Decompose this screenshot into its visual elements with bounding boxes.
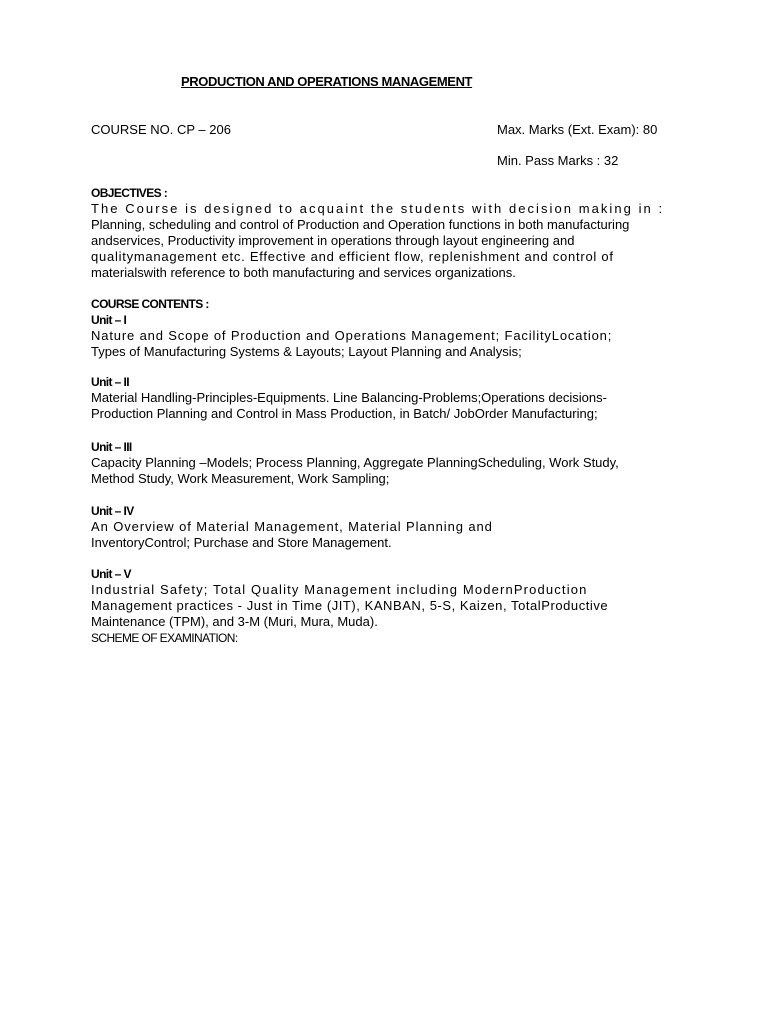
min-pass-marks: Min. Pass Marks : 32	[497, 153, 619, 168]
unit-line: An Overview of Material Management, Material Planning and	[91, 519, 493, 534]
unit-line: Production Planning and Control in Mass Production, in Batch/ JobOrder Manufacturing;	[91, 406, 598, 421]
unit-line: Capacity Planning –Models; Process Planning, Aggregate PlanningScheduling, Work Study,	[91, 455, 619, 470]
objectives-line: qualitymanagement etc. Effective and efficient flow, replenishment and control of	[91, 249, 614, 264]
objectives-line: materialswith reference to both manufacturing and services organizations.	[91, 265, 516, 280]
unit-line: Maintenance (TPM), and 3-M (Muri, Mura, Muda).	[91, 614, 378, 629]
objectives-line-text: Planning, scheduling and control of Production and Operation functions in both manufacturing	[91, 217, 630, 232]
unit-heading: Unit – IV	[91, 504, 134, 518]
unit-heading: Unit – III	[91, 440, 132, 454]
unit-line: Industrial Safety; Total Quality Management including ModernProduction	[91, 582, 588, 597]
unit-heading: Unit – I	[91, 313, 127, 327]
objectives-line: The Course is designed to acquaint the students with decision making in :	[91, 201, 665, 216]
unit-section	[91, 374, 681, 422]
objectives-line: andservices, Productivity improvement in operations through layout engineering and	[91, 233, 575, 248]
max-marks: Max. Marks (Ext. Exam): 80	[497, 122, 658, 137]
unit-line: Nature and Scope of Production and Operations Management; FacilityLocation;	[91, 328, 613, 343]
objectives-section	[91, 185, 681, 281]
unit-line: Material Handling-Principles-Equipments. Line Balancing-Problems;Operations decisions-	[91, 390, 607, 405]
unit-line: Method Study, Work Measurement, Work Sampling;	[91, 471, 390, 486]
objectives-heading: OBJECTIVES :	[91, 186, 168, 200]
unit-line: InventoryControl; Purchase and Store Management.	[91, 535, 392, 550]
unit-line: Types of Manufacturing Systems & Layouts; Layout Planning and Analysis;	[91, 344, 522, 359]
course-contents-section	[91, 296, 681, 360]
course-contents-heading: COURSE CONTENTS :	[91, 297, 209, 311]
unit-section	[91, 566, 681, 646]
course-number: COURSE NO. CP – 206	[91, 122, 231, 137]
unit-heading: Unit – V	[91, 567, 131, 581]
unit-section	[91, 439, 681, 487]
unit-heading: Unit – II	[91, 375, 129, 389]
unit-line: Management practices - Just in Time (JIT), KANBAN, 5-S, Kaizen, TotalProductive	[91, 598, 609, 613]
objectives-line	[91, 217, 681, 233]
unit-section	[91, 503, 681, 551]
document-title: PRODUCTION AND OPERATIONS MANAGEMENT	[181, 74, 473, 89]
scheme-of-examination-heading: SCHEME OF EXAMINATION:	[91, 631, 238, 645]
